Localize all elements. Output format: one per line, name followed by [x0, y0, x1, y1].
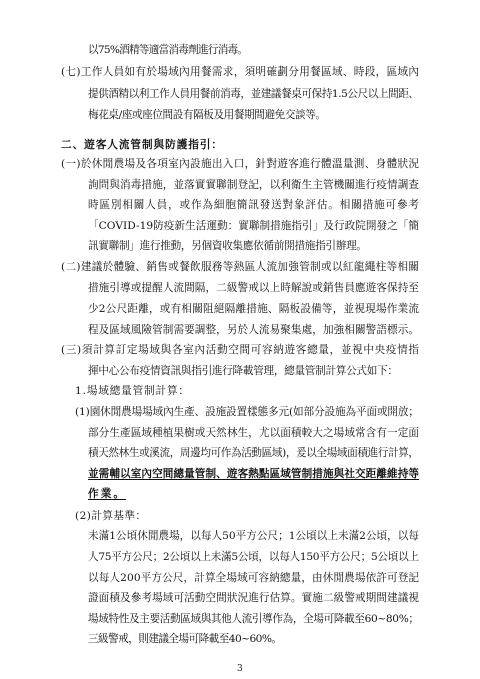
text-line: 時區別相關人員，或作為細胞簡訊發送對象評估。相關措施可參考: [88, 199, 420, 212]
text-line: 1.場域總量管制計算：: [75, 385, 190, 398]
text-line: (三)須計算訂定場域與各室內活動空間可容納遊客總量，並視中央疫情指: [61, 344, 420, 357]
text-line: (一)於休閒農場及各項室內設施出入口，針對遊客進行體溫量測、身體狀況: [61, 158, 420, 171]
text-line: 二、遊客人流管制與防護指引：: [61, 139, 223, 152]
text-line: 詢問與消毒措施，並落實實聯制登記，以利衛生主管機關進行疫情調查: [88, 178, 420, 191]
text-line: 程及區域風險管制需要調整，另於人流易聚集處，加強相關警語標示。: [88, 323, 420, 336]
text-line: 以每人200平方公尺，計算全場域可容納總量，由休閒農場依許可登記: [88, 571, 420, 584]
text-line: 少2公尺距離，或有相關阻絕隔離措施、隔板設備等，並視現場作業流: [88, 303, 420, 316]
text-line: (七)工作人員如有於場域內用餐需求，須明確劃分用餐區域、時段，區域內: [61, 66, 420, 79]
text-line: 提供酒精以利工作人員用餐前消毒，並建議餐桌可保持1.5公尺以上間距、: [88, 87, 419, 100]
text-line: 作業。: [88, 488, 127, 501]
text-line: 「COVID-19防疫新生活運動：實聯制措施指引」及行政院開發之「簡: [88, 219, 420, 232]
text-line: (1)園休閒農場場域內生產、設施設置樣態多元(如部分設施為平面或開放；: [75, 406, 419, 419]
text-line: 積天然林生或溪流，周邊均可作為活動區域)，爰以全場域面積進行計算，: [88, 447, 419, 460]
text-line: 場域特性及主要活動區域與其他人流引導作為，全場可降載至60~80%；: [88, 612, 419, 625]
text-line: 三級警戒，則建議全場可降載至40~60%。: [88, 633, 282, 646]
text-line: 揮中心公布疫情資訊與指引進行降載管理，總量管制計算公式如下：: [88, 364, 398, 377]
text-line: 未滿1公頃休閒農場，以每人50平方公尺；1公頃以上未滿2公頃，以每: [88, 530, 420, 543]
text-line: 訊實聯制」進行推動，另個資收集應依循前開措施指引辦理。: [88, 240, 367, 253]
text-line: 部分生產區域種植果樹或天然林生，尤以面積較大之場域常含有一定面: [88, 426, 420, 439]
text-line: (2)計算基準：: [75, 509, 147, 522]
text-line: 措施引導或提醒人流間隔，二級警戒以上時解說或銷售員應遊客保持至: [88, 281, 420, 294]
page-number: 3: [237, 664, 243, 674]
text-line: 證面積及參考場域可活動空間狀況進行估算。實施二級警戒期間建議視: [88, 592, 420, 605]
text-line: 並需輔以室內空間總量管制、遊客熱點區域管制措施與社交距離維持等: [88, 467, 420, 480]
text-line: 梅花桌/座或座位間設有隔板及用餐期間避免交談等。: [88, 109, 326, 122]
text-line: (二)建議於體驗、銷售或餐飲服務等熱區人流加強管制或以紅龍繩柱等相關: [61, 261, 420, 274]
text-line: 以75%酒精等適當消毒劑進行消毒。: [88, 44, 248, 56]
text-line: 人75平方公尺；2公頃以上未滿5公頃，以每人150平方公尺；5公頃以上: [88, 551, 419, 564]
